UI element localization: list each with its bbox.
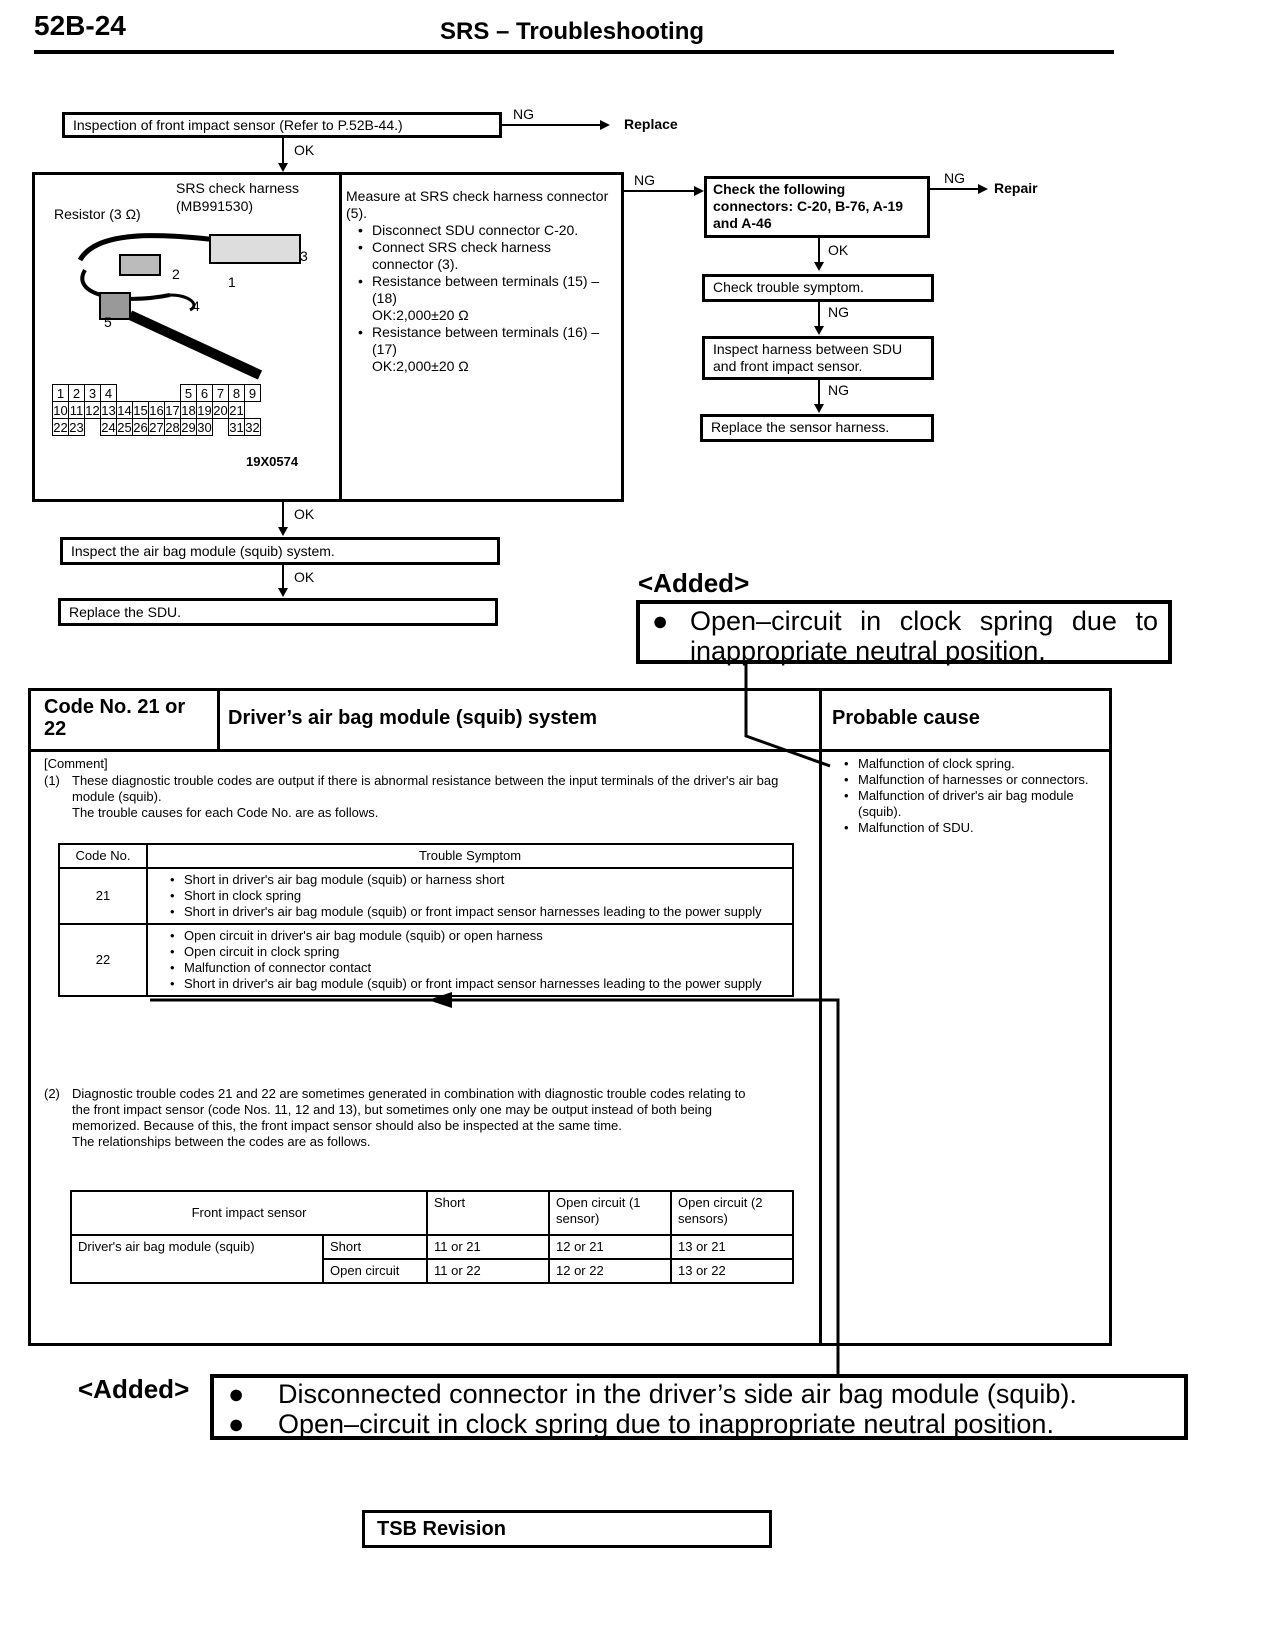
added-label-top: <Added>: [638, 568, 750, 598]
comment-2b-text: The relationships between the codes are as follows.: [72, 1134, 371, 1149]
added-top-item-1: Open–circuit in clock spring due to inappropriate neutral position.: [690, 606, 1158, 666]
repair-label: Repair: [994, 180, 1038, 196]
symptom-code-22: 22: [59, 924, 147, 996]
cause-item-4: • Malfunction of SDU.: [858, 820, 1108, 836]
added-bottom-item-2: ● Open–circuit in clock spring due to inappropriate neutral position.: [228, 1409, 1054, 1439]
page-title: SRS – Troubleshooting: [440, 18, 705, 45]
relation-open-3: 13 or 22: [671, 1259, 793, 1283]
tsb-revision-text: TSB Revision: [377, 1518, 506, 1540]
relation-open-1: 11 or 22: [427, 1259, 549, 1283]
added-bottom-bullet-1: ●: [228, 1379, 245, 1409]
step-front-sensor-text: Inspection of front impact sensor (Refer to P.52B-44.): [73, 117, 403, 133]
inspect-harness-text: Inspect harness between SDU and front impact sensor.: [713, 341, 903, 374]
relation-col-open2: Open circuit (2 sensors): [671, 1191, 793, 1235]
comment-2-text: Diagnostic trouble codes 21 and 22 are sometimes generated in combination with diagnostic trouble codes relating to the front impact sensor (code Nos. 11, 12 and 13), but sometimes only one may be output instead of both being memorized. Because of this, the front impact sensor should also be inspected at the same time.: [72, 1086, 746, 1133]
symptom-22-item-2: • Open circuit in clock spring: [184, 944, 786, 960]
ok-label-2: OK: [828, 242, 849, 258]
symptom-22-item-1: • Open circuit in driver's air bag module (squib) or open harness: [184, 928, 786, 944]
comment-1-text: These diagnostic trouble codes are output if there is abnormal resistance between the input terminals of the driver's air bag module (squib).: [72, 773, 779, 804]
resistor-label: Resistor (3 Ω): [54, 206, 141, 222]
relation-short-3: 13 or 21: [671, 1235, 793, 1259]
terminal-row-2: 10 11 12 13 14 15 16 17 18 19 20 21: [53, 402, 244, 418]
check-connectors-text: Check the following connectors: C-20, B-76, A-19 and A-46: [713, 181, 904, 231]
relation-open-label: Open circuit: [323, 1259, 427, 1283]
symptom-21-item-3: • Short in driver's air bag module (squib) or front impact sensor harnesses leading to the power supply: [184, 904, 786, 920]
replace-label: Replace: [624, 116, 678, 132]
harness-label: SRS check harness: [176, 180, 299, 196]
added-bottom-item-1: ● Disconnected connector in the driver’s side air bag module (squib).: [228, 1379, 1077, 1409]
measure-item-1: • Disconnect SDU connector C-20.: [372, 222, 616, 239]
symptom-22-item-4: • Short in driver's air bag module (squib) or front impact sensor harnesses leading to the power supply: [184, 976, 786, 992]
symptom-21-item-2: • Short in clock spring: [184, 888, 786, 904]
probable-cause-header: Probable cause: [832, 707, 980, 729]
comment-1b-text: The trouble causes for each Code No. are as follows.: [72, 805, 379, 820]
ng-label-2: NG: [634, 172, 655, 188]
ng-label-1: NG: [513, 106, 534, 122]
figure-code: 19X0574: [246, 454, 299, 469]
check-symptom-text: Check trouble symptom.: [713, 279, 864, 295]
relation-front-sensor: Front impact sensor: [71, 1191, 427, 1235]
measure-item-3: • Resistance between terminals (15) – (18) OK:2,000±20 Ω: [372, 273, 616, 324]
callout-4: 4: [192, 298, 200, 314]
relation-short-label: Short: [323, 1235, 427, 1259]
added-bottom-bullet-2: ●: [228, 1409, 245, 1439]
added-label-bottom: <Added>: [78, 1374, 190, 1404]
added-top-bullet: ●: [652, 606, 669, 636]
symptom-code-21: 21: [59, 868, 147, 924]
system-title: Driver’s air bag module (squib) system: [228, 707, 597, 729]
comment-label: [Comment]: [44, 756, 108, 771]
callout-3: 3: [300, 248, 308, 264]
cause-item-1: • Malfunction of clock spring.: [858, 756, 1108, 772]
tsb-revision-box: [362, 1510, 772, 1548]
relation-short-1: 11 or 21: [427, 1235, 549, 1259]
symptom-col-symptom: Trouble Symptom: [147, 844, 793, 868]
added-box-bottom: [210, 1374, 1188, 1440]
relation-col-short: Short: [427, 1191, 549, 1235]
measure-ok-2: OK:2,000±20 Ω: [372, 358, 469, 374]
callout-5: 5: [104, 314, 112, 330]
symptom-col-code: Code No.: [59, 844, 147, 868]
relation-short-2: 12 or 21: [549, 1235, 671, 1259]
callout-2: 2: [172, 266, 180, 282]
measure-ok-1: OK:2,000±20 Ω: [372, 307, 469, 323]
cause-item-2: • Malfunction of harnesses or connectors.: [858, 772, 1108, 788]
comment-2-num: (2): [44, 1086, 60, 1101]
comment-1-num: (1): [44, 773, 60, 788]
relation-col-open1: Open circuit (1 sensor): [549, 1191, 671, 1235]
ng-label-4: NG: [828, 304, 849, 320]
terminal-row-3: 22 23 24 25 26 27 28 29 30 31 32: [53, 419, 260, 435]
cause-item-3: • Malfunction of driver's air bag module (squib).: [858, 788, 1108, 820]
replace-sdu-text: Replace the SDU.: [69, 604, 182, 620]
inspect-module-text: Inspect the air bag module (squib) system.: [71, 543, 335, 559]
measure-item-2: • Connect SRS check harness connector (3).: [372, 239, 616, 273]
ng-label-5: NG: [828, 382, 849, 398]
relation-driver-module: Driver's air bag module (squib): [71, 1235, 323, 1283]
ok-label-3: OK: [294, 506, 315, 522]
measure-intro: Measure at SRS check harness connector (5).: [346, 188, 609, 221]
measure-item-4: • Resistance between terminals (16) – (17) OK:2,000±20 Ω: [372, 324, 616, 375]
terminal-row-1: 1 2 3 4 5 6 7 8 9: [53, 385, 261, 402]
relation-open-2: 12 or 22: [549, 1259, 671, 1283]
symptom-21-item-1: • Short in driver's air bag module (squib) or harness short: [184, 872, 786, 888]
replace-harness-text: Replace the sensor harness.: [711, 419, 890, 435]
page-number: 52B-24: [34, 10, 126, 41]
symptom-22-item-3: • Malfunction of connector contact: [184, 960, 786, 976]
ng-label-3: NG: [944, 170, 965, 186]
harness-part: (MB991530): [176, 198, 254, 214]
ok-label-1: OK: [294, 142, 315, 158]
ok-label-4: OK: [294, 569, 315, 585]
callout-1: 1: [228, 274, 236, 290]
code-number: Code No. 21 or 22: [44, 696, 186, 740]
